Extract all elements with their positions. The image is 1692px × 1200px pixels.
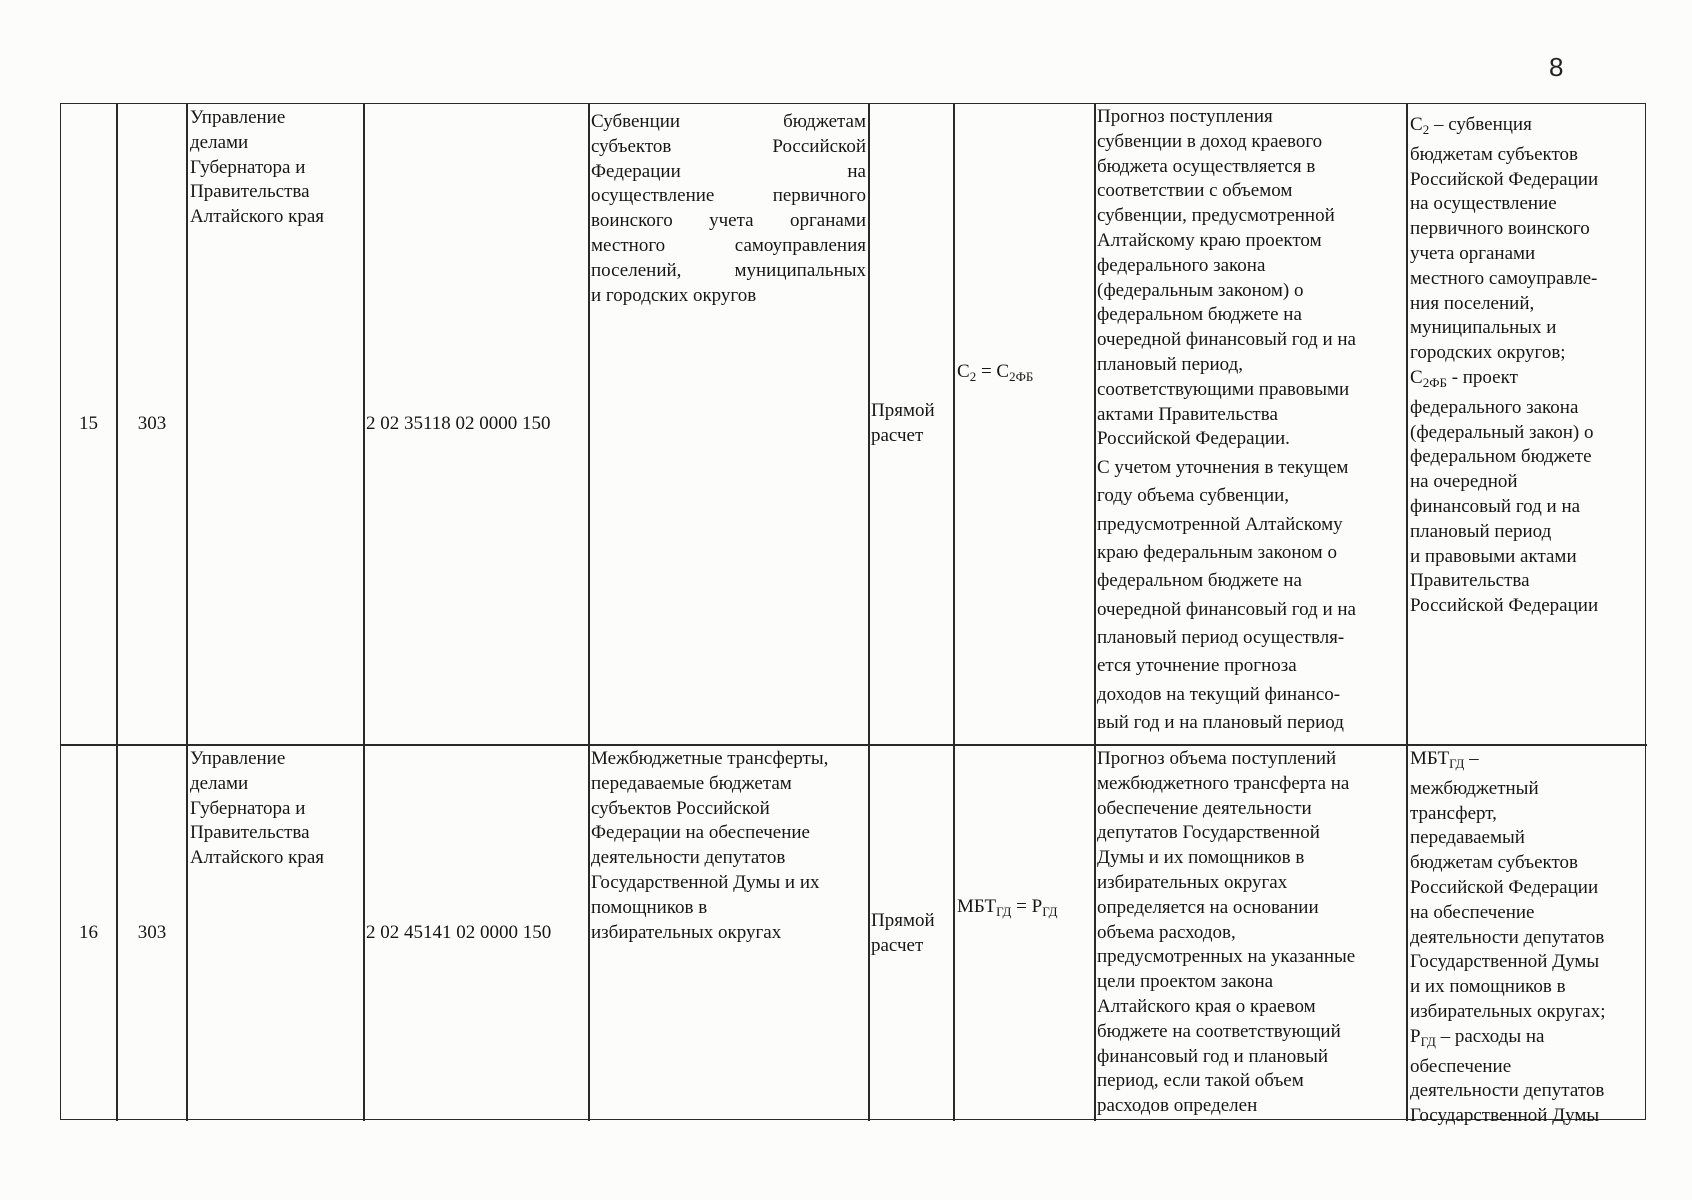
algorithm-line: бюджета осуществляется в [1097,155,1316,177]
row-divider [61,744,1647,746]
algorithm-line: предусмотренных на указанные [1097,946,1356,968]
algorithm-line: предусмотренной Алтайскому [1097,513,1343,535]
administrator-line: Губернатора и [190,156,306,178]
income-name-line: Федерации на обеспечение [591,822,810,844]
administrator-line: Правительства [190,822,310,844]
algorithm-line: депутатов Государственной [1097,822,1320,844]
indicator-line: учета органами [1410,242,1536,264]
algorithm-line: вый год и на плановый период [1097,711,1344,733]
algorithm-line: объема расходов, [1097,921,1236,943]
indicator-line: федерального закона [1410,396,1579,418]
indicator-line: (федеральный закон) о [1410,421,1594,443]
administrator-line: Управление [190,107,286,128]
income-name-line: передаваемые бюджетам [591,772,792,794]
indicator-line: на обеспечение [1410,901,1535,923]
algorithm-line: Прогноз поступления [1097,106,1273,127]
income-name-line: Государственной Думы и их [591,871,820,893]
algorithm-line: субвенции в доход краевого [1097,130,1323,152]
algorithm-line: году объема субвенции, [1097,485,1290,507]
algorithm-line: очередной финансовый год и на [1097,329,1356,351]
indicator-line: $Р_{ГД}$ – расходы на [1410,1025,1545,1049]
indicator-line: и их помощников в [1410,976,1566,998]
admin-code-cell [118,746,186,1121]
algorithm-line: Прогноз объема поступлений [1097,748,1337,769]
formula-cell [957,895,1093,925]
indicator-line: местного самоуправле- [1410,267,1598,289]
indicator-line: Государственной Думы [1410,951,1600,973]
algorithm-line: расходов определен [1097,1095,1258,1117]
indicator-line: деятельности депутатов [1410,1080,1605,1102]
indicator-line: $МБТ_{ГД}$ – [1410,748,1479,771]
income-name-line: Межбюджетные трансферты, [591,748,829,769]
method-cell [871,104,953,744]
indicator-line: Российской Федерации [1410,876,1599,898]
formula-cell [957,360,1093,390]
indicator-line: муниципальных и [1410,317,1557,339]
algorithm-line: федеральном бюджете на [1097,570,1302,592]
row-number-cell [61,104,116,744]
indicator-line: трансферт, [1410,802,1497,824]
admin-code: 303 [137,412,167,434]
indicator-line: бюджетам субъектов [1410,143,1579,165]
revenue-forecast-table [60,103,1646,1127]
column-divider [588,104,590,1121]
budget-code-cell [366,104,588,744]
indicator-line: городских округов; [1410,342,1566,364]
algorithm-line: Российской Федерации. [1097,428,1290,450]
algorithm-line: доходов на текущий финансо- [1097,683,1341,705]
indicator-line: на осуществление [1410,193,1557,215]
indicator-line: Правительства [1410,570,1530,592]
row-number: 15 [79,412,98,434]
indicator-line: плановый период [1410,520,1552,542]
indicator-line: обеспечение [1410,1055,1512,1077]
indicators-cell [1410,113,1646,619]
row-number: 16 [79,922,98,944]
income-name-line: субъектов Российской [591,135,866,157]
column-divider [953,104,955,1121]
budget-classification-code: 2 02 45141 02 0000 150 [366,922,552,944]
indicator-line: первичного воинского [1410,218,1590,240]
administrator-line: Управление [190,748,286,769]
administrator-cell [190,106,362,230]
administrator-line: Алтайского края [190,847,325,869]
indicator-line: на очередной [1410,471,1518,493]
method-cell [871,746,953,1121]
administrator-line: делами [190,131,249,153]
administrator-line: Правительства [190,181,310,203]
algorithm-line: федерального закона [1097,254,1266,276]
income-name-line: воинского учета органами [591,210,866,232]
indicator-line: $C_2$ – субвенция [1410,114,1532,137]
algorithm-line: плановый период, [1097,353,1244,375]
algorithm-line: очередной финансовый год и на [1097,598,1356,620]
income-name-cell [591,110,866,308]
algorithm-line: Думы и их помощников в [1097,847,1305,869]
row-number-cell [61,746,116,1121]
algorithm-line: определяется на основании [1097,896,1319,918]
indicator-line: межбюджетный [1410,777,1539,799]
income-name-line: деятельности депутатов [591,847,786,869]
indicator-line: Государственной Думы [1410,1105,1600,1127]
indicator-line: и правовыми актами [1410,545,1577,567]
algorithm-line: Алтайского края о краевом [1097,995,1316,1017]
column-divider [363,104,365,1121]
algorithm-line: актами Правительства [1097,403,1278,425]
algorithm-line: финансовый год и плановый [1097,1045,1329,1067]
algorithm-line: Алтайскому краю проектом [1097,229,1322,251]
column-divider [1094,104,1096,1121]
income-name-line: местного самоуправления [591,234,866,256]
indicator-line: Российской Федерации [1410,595,1599,617]
algorithm-line: избирательных округах [1097,871,1288,893]
indicators-cell [1410,747,1646,1129]
algorithm-line: (федеральным законом) о [1097,279,1304,301]
method-line: Прямой [871,400,935,422]
column-divider [186,104,188,1121]
administrator-line: делами [190,772,249,794]
algorithm-cell [1097,747,1405,1119]
indicator-line: передаваемый [1410,827,1525,849]
algorithm-line: соответствующими правовыми [1097,378,1350,400]
algorithm-line: ется уточнение прогноза [1097,655,1297,677]
admin-code: 303 [137,922,167,944]
indicator-line: бюджетам субъектов [1410,852,1579,874]
administrator-line: Губернатора и [190,797,306,819]
indicator-line: Российской Федерации [1410,168,1599,190]
algorithm-line: межбюджетного трансферта на [1097,772,1350,794]
algorithm-line: обеспечение деятельности [1097,797,1312,819]
administrator-line: Алтайского края [190,206,325,228]
administrator-cell [190,747,362,871]
method-line: расчет [871,934,924,956]
income-name-cell [591,747,867,945]
admin-code-cell [118,104,186,744]
algorithm-line: краю федеральным законом о [1097,542,1337,564]
algorithm-cell [1097,105,1405,737]
column-divider [1406,104,1408,1121]
method-line: расчет [871,425,924,446]
formula: $МБТ_{ГД} = Р_{ГД}$ [957,896,1058,919]
algorithm-line: цели проектом закона [1097,971,1274,993]
income-name-line: Федерации на [591,160,866,182]
income-name-line: осуществление первичного [591,185,866,207]
income-name-line: избирательных округах [591,921,782,943]
algorithm-line: бюджете на соответствующий [1097,1020,1341,1042]
income-name-line: поселений, муниципальных [591,259,866,281]
algorithm-line: субвенции, предусмотренной [1097,205,1335,227]
budget-classification-code: 2 02 35118 02 0000 150 [366,412,551,434]
method-line: Прямой [871,909,935,931]
income-name-line: помощников в [591,896,708,918]
column-divider [868,104,870,1121]
indicator-line: ния поселений, [1410,292,1535,314]
indicator-line: федеральном бюджете [1410,446,1592,468]
income-name-line: и городских округов [591,284,757,306]
income-name-line: субъектов Российской [591,797,770,819]
indicator-line: финансовый год и на [1410,495,1581,517]
indicator-line: избирательных округах; [1410,1000,1606,1022]
page-number: 8 [1549,52,1564,82]
algorithm-line: федеральном бюджете на [1097,304,1302,326]
algorithm-line: период, если такой объем [1097,1070,1304,1092]
algorithm-line: плановый период осуществля- [1097,626,1345,648]
indicator-line: деятельности депутатов [1410,926,1605,948]
budget-code-cell [366,746,588,1121]
algorithm-line: соответствии с объемом [1097,180,1293,202]
indicator-line: $C_{2ФБ}$ - проект [1410,366,1518,390]
formula: $C_2 = C_{2ФБ}$ [957,361,1034,384]
income-name-line: Субвенции бюджетам [591,111,866,132]
algorithm-line: С учетом уточнения в текущем [1097,457,1349,479]
